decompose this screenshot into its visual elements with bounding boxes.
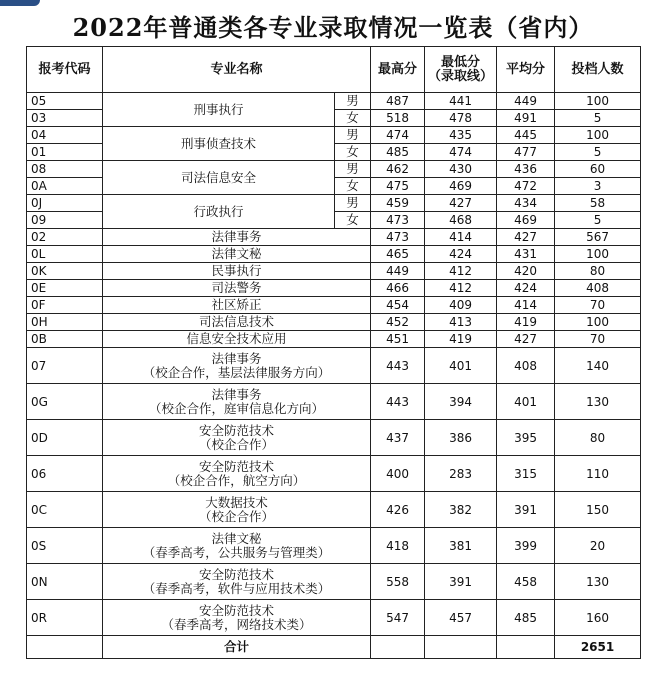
avg-cell: 458 <box>497 564 555 600</box>
code-cell: 0N <box>27 564 103 600</box>
header-max: 最高分 <box>371 47 425 93</box>
footer-total: 2651 <box>555 636 641 659</box>
major-line2: （校企合作，庭审信息化方向） <box>149 400 325 416</box>
code-cell: 0B <box>27 331 103 348</box>
count-cell: 5 <box>555 212 641 229</box>
code-cell: 0C <box>27 492 103 528</box>
gender-cell: 男 <box>335 195 371 212</box>
table-row <box>27 600 641 636</box>
major-line1: 安全防范技术 <box>199 566 275 582</box>
code-cell: 0G <box>27 384 103 420</box>
gender-cell: 女 <box>335 178 371 195</box>
header-min-line2: （录取线） <box>428 68 494 84</box>
count-cell: 80 <box>555 420 641 456</box>
avg-cell: 434 <box>497 195 555 212</box>
code-cell: 06 <box>27 456 103 492</box>
table-row <box>27 314 641 331</box>
major-line1: 安全防范技术 <box>199 422 275 438</box>
avg-cell: 427 <box>497 331 555 348</box>
code-cell: 0D <box>27 420 103 456</box>
min-cell: 382 <box>425 492 497 528</box>
major-cell: 刑事侦查技术 <box>103 127 335 161</box>
max-cell: 426 <box>371 492 425 528</box>
gender-cell: 男 <box>335 93 371 110</box>
count-cell: 140 <box>555 348 641 384</box>
gender-cell: 男 <box>335 127 371 144</box>
code-cell: 0K <box>27 263 103 280</box>
code-cell: 0H <box>27 314 103 331</box>
header-avg: 平均分 <box>497 47 555 93</box>
major-cell <box>103 348 371 384</box>
major-line2: （校企合作，航空方向） <box>167 472 306 488</box>
max-cell: 459 <box>371 195 425 212</box>
count-cell: 408 <box>555 280 641 297</box>
table-header-row <box>27 47 641 93</box>
max-cell: 474 <box>371 127 425 144</box>
max-cell: 466 <box>371 280 425 297</box>
major-line2: （春季高考，网络技术类） <box>161 616 312 632</box>
count-cell: 100 <box>555 246 641 263</box>
count-cell: 3 <box>555 178 641 195</box>
count-cell: 130 <box>555 384 641 420</box>
avg-cell: 445 <box>497 127 555 144</box>
table-row <box>27 93 641 110</box>
count-cell: 70 <box>555 331 641 348</box>
avg-cell: 408 <box>497 348 555 384</box>
min-cell: 424 <box>425 246 497 263</box>
avg-cell: 477 <box>497 144 555 161</box>
code-cell: 02 <box>27 229 103 246</box>
code-cell: 05 <box>27 93 103 110</box>
major-line1: 大数据技术 <box>205 494 268 510</box>
max-cell: 547 <box>371 600 425 636</box>
major-cell <box>103 420 371 456</box>
major-cell <box>103 492 371 528</box>
table-row <box>27 297 641 314</box>
major-cell <box>103 528 371 564</box>
max-cell: 443 <box>371 384 425 420</box>
count-cell: 100 <box>555 127 641 144</box>
table-row <box>27 331 641 348</box>
code-cell: 07 <box>27 348 103 384</box>
header-major: 专业名称 <box>103 47 371 93</box>
gender-cell: 女 <box>335 110 371 127</box>
min-cell: 414 <box>425 229 497 246</box>
max-cell: 449 <box>371 263 425 280</box>
avg-cell: 491 <box>497 110 555 127</box>
max-cell: 400 <box>371 456 425 492</box>
major-line2: （校企合作，基层法律服务方向） <box>142 364 331 380</box>
table-row <box>27 384 641 420</box>
major-line2: （校企合作） <box>199 508 275 524</box>
code-cell: 0L <box>27 246 103 263</box>
min-cell: 441 <box>425 93 497 110</box>
min-cell: 283 <box>425 456 497 492</box>
min-cell: 468 <box>425 212 497 229</box>
max-cell: 443 <box>371 348 425 384</box>
max-cell: 485 <box>371 144 425 161</box>
max-cell: 473 <box>371 229 425 246</box>
code-cell: 08 <box>27 161 103 178</box>
avg-cell: 427 <box>497 229 555 246</box>
code-cell: 0S <box>27 528 103 564</box>
max-cell: 462 <box>371 161 425 178</box>
count-cell: 160 <box>555 600 641 636</box>
count-cell: 150 <box>555 492 641 528</box>
major-cell <box>103 384 371 420</box>
count-cell: 70 <box>555 297 641 314</box>
header-code: 报考代码 <box>27 47 103 93</box>
count-cell: 110 <box>555 456 641 492</box>
max-cell: 487 <box>371 93 425 110</box>
max-cell: 518 <box>371 110 425 127</box>
header-min-line1: 最低分 <box>441 54 481 70</box>
min-cell: 381 <box>425 528 497 564</box>
min-cell: 412 <box>425 263 497 280</box>
table-row <box>27 456 641 492</box>
code-cell: 0E <box>27 280 103 297</box>
code-cell: 0F <box>27 297 103 314</box>
min-cell: 430 <box>425 161 497 178</box>
count-cell: 80 <box>555 263 641 280</box>
major-cell <box>103 564 371 600</box>
avg-cell: 469 <box>497 212 555 229</box>
avg-cell: 395 <box>497 420 555 456</box>
major-cell: 司法信息安全 <box>103 161 335 195</box>
min-cell: 394 <box>425 384 497 420</box>
major-cell: 民事执行 <box>103 263 371 280</box>
min-cell: 469 <box>425 178 497 195</box>
code-cell: 0A <box>27 178 103 195</box>
footer-max-cell <box>371 636 425 659</box>
major-line1: 安全防范技术 <box>199 602 275 618</box>
max-cell: 451 <box>371 331 425 348</box>
code-cell: 04 <box>27 127 103 144</box>
min-cell: 409 <box>425 297 497 314</box>
table-row <box>27 161 641 178</box>
max-cell: 465 <box>371 246 425 263</box>
table-row <box>27 564 641 600</box>
count-cell: 130 <box>555 564 641 600</box>
table-body <box>27 93 641 636</box>
avg-cell: 431 <box>497 246 555 263</box>
gender-cell: 女 <box>335 144 371 161</box>
count-cell: 100 <box>555 93 641 110</box>
footer-min-cell <box>425 636 497 659</box>
major-line2: （春季高考，软件与应用技术类） <box>142 580 331 596</box>
min-cell: 419 <box>425 331 497 348</box>
footer-code-cell <box>27 636 103 659</box>
code-cell: 01 <box>27 144 103 161</box>
min-cell: 401 <box>425 348 497 384</box>
major-cell: 信息安全技术应用 <box>103 331 371 348</box>
count-cell: 20 <box>555 528 641 564</box>
count-cell: 5 <box>555 110 641 127</box>
max-cell: 454 <box>371 297 425 314</box>
major-cell <box>103 600 371 636</box>
count-cell: 100 <box>555 314 641 331</box>
min-cell: 386 <box>425 420 497 456</box>
avg-cell: 414 <box>497 297 555 314</box>
major-line1: 法律文秘 <box>211 530 262 546</box>
count-cell: 5 <box>555 144 641 161</box>
gender-cell: 女 <box>335 212 371 229</box>
table-row <box>27 195 641 212</box>
corner-logo <box>0 0 40 6</box>
min-cell: 391 <box>425 564 497 600</box>
table-row <box>27 246 641 263</box>
table-row <box>27 263 641 280</box>
avg-cell: 419 <box>497 314 555 331</box>
count-cell: 60 <box>555 161 641 178</box>
min-cell: 435 <box>425 127 497 144</box>
major-cell: 社区矫正 <box>103 297 371 314</box>
min-cell: 474 <box>425 144 497 161</box>
max-cell: 475 <box>371 178 425 195</box>
major-cell: 法律事务 <box>103 229 371 246</box>
avg-cell: 399 <box>497 528 555 564</box>
avg-cell: 485 <box>497 600 555 636</box>
code-cell: 0R <box>27 600 103 636</box>
min-cell: 478 <box>425 110 497 127</box>
avg-cell: 420 <box>497 263 555 280</box>
footer-label: 合计 <box>103 636 371 659</box>
gender-cell: 男 <box>335 161 371 178</box>
max-cell: 437 <box>371 420 425 456</box>
major-cell <box>103 456 371 492</box>
code-cell: 09 <box>27 212 103 229</box>
code-cell: 0J <box>27 195 103 212</box>
min-cell: 427 <box>425 195 497 212</box>
min-cell: 457 <box>425 600 497 636</box>
max-cell: 558 <box>371 564 425 600</box>
code-cell: 03 <box>27 110 103 127</box>
major-cell: 司法警务 <box>103 280 371 297</box>
major-line2: （春季高考，公共服务与管理类） <box>142 544 331 560</box>
max-cell: 452 <box>371 314 425 331</box>
table-row <box>27 127 641 144</box>
avg-cell: 436 <box>497 161 555 178</box>
min-cell: 412 <box>425 280 497 297</box>
major-cell: 司法信息技术 <box>103 314 371 331</box>
major-line1: 安全防范技术 <box>199 458 275 474</box>
footer-row <box>27 636 641 659</box>
major-cell: 法律文秘 <box>103 246 371 263</box>
header-count: 投档人数 <box>555 47 641 93</box>
avg-cell: 391 <box>497 492 555 528</box>
major-line2: （校企合作） <box>199 436 275 452</box>
table-row <box>27 229 641 246</box>
avg-cell: 472 <box>497 178 555 195</box>
min-cell: 413 <box>425 314 497 331</box>
avg-cell: 315 <box>497 456 555 492</box>
header-min <box>425 47 497 93</box>
major-line1: 法律事务 <box>211 350 262 366</box>
avg-cell: 449 <box>497 93 555 110</box>
table-row <box>27 528 641 564</box>
major-line1: 法律事务 <box>211 386 262 402</box>
admission-table <box>26 46 641 659</box>
count-cell: 58 <box>555 195 641 212</box>
count-cell: 567 <box>555 229 641 246</box>
table-row <box>27 420 641 456</box>
table-row <box>27 492 641 528</box>
avg-cell: 401 <box>497 384 555 420</box>
footer-avg-cell <box>497 636 555 659</box>
max-cell: 473 <box>371 212 425 229</box>
max-cell: 418 <box>371 528 425 564</box>
major-cell: 刑事执行 <box>103 93 335 127</box>
avg-cell: 424 <box>497 280 555 297</box>
page-title: 2022年普通类各专业录取情况一览表（省内） <box>72 13 594 42</box>
major-cell: 行政执行 <box>103 195 335 229</box>
table-row <box>27 280 641 297</box>
table-row <box>27 348 641 384</box>
